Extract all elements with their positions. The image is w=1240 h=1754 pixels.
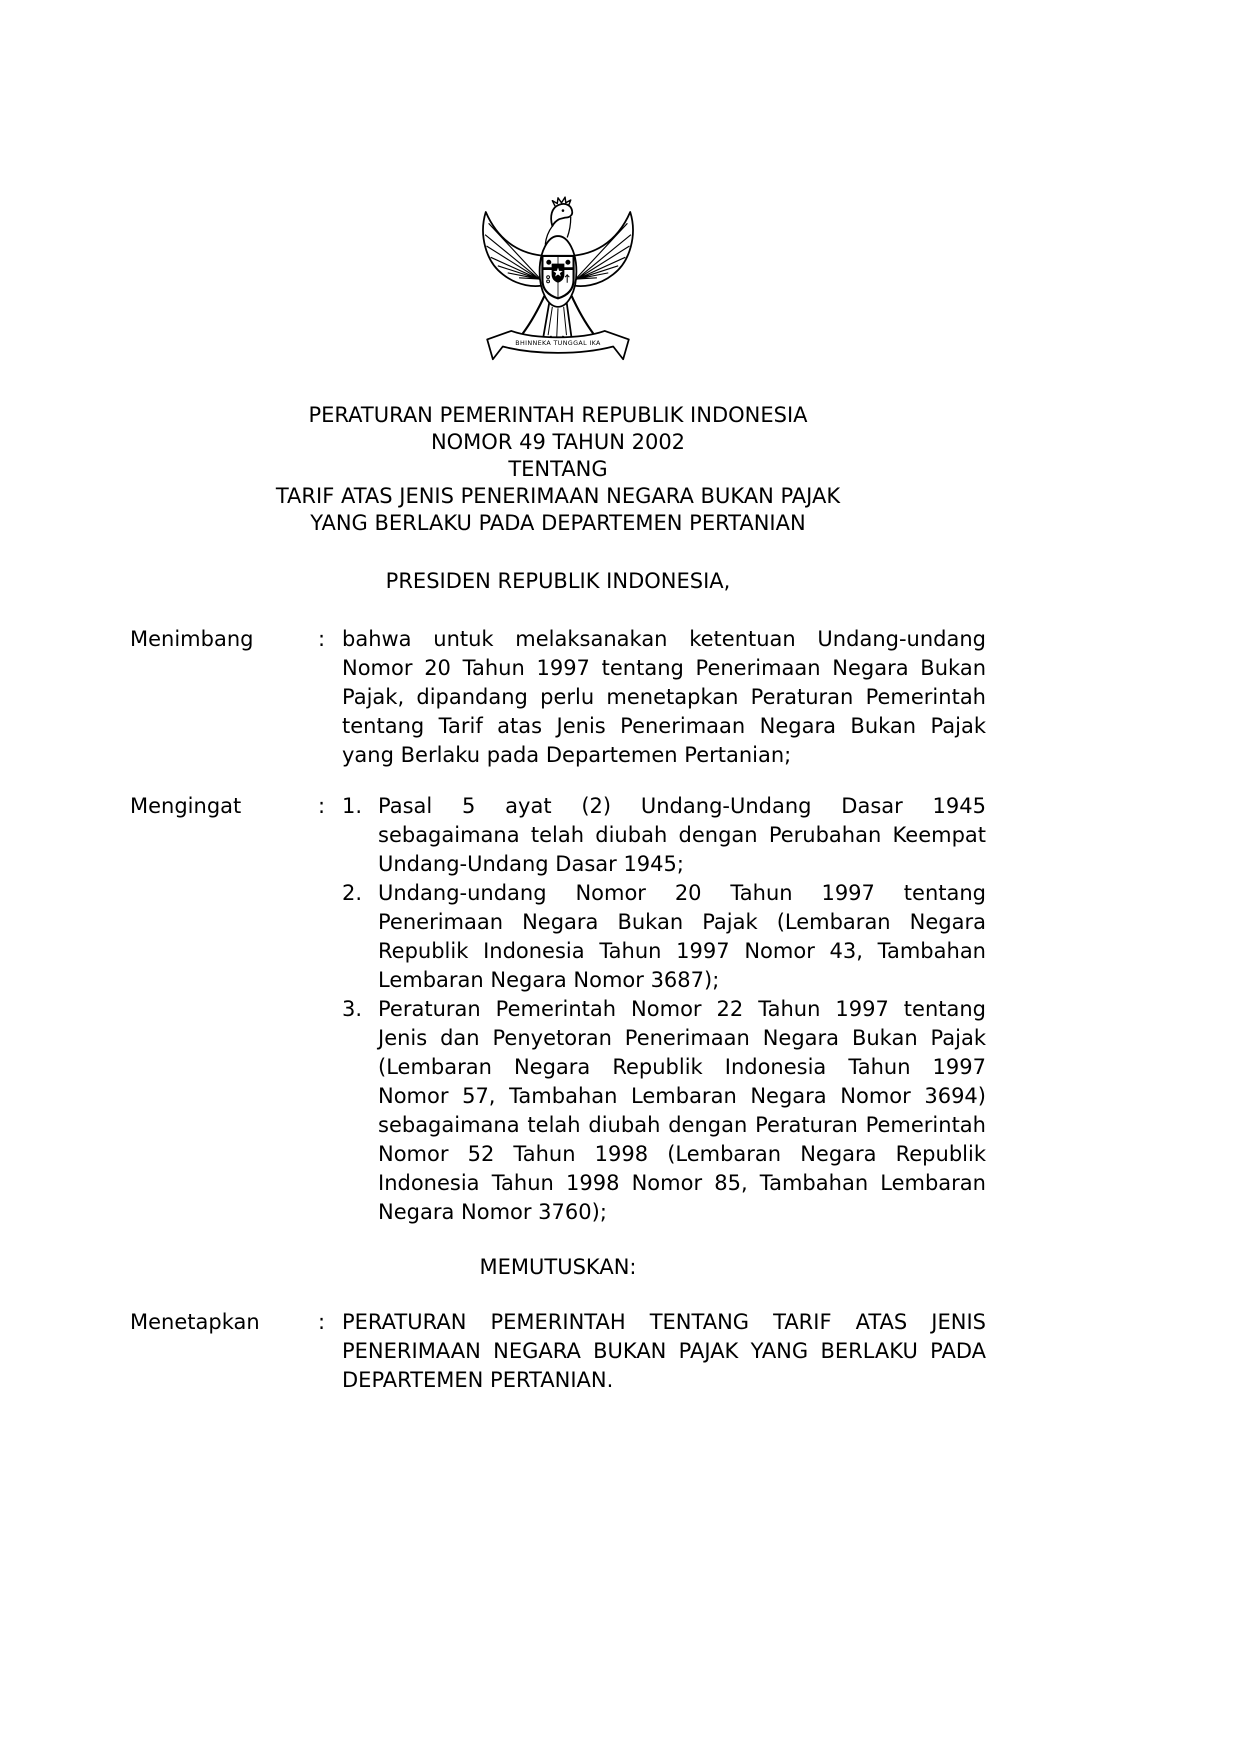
- item-text: Undang-undang Nomor 20 Tahun 1997 tentang Penerimaan Negara Bukan Pajak (Lembaran Negara Republik Indonesia Tahun 1997 Nomor 43, Tambahan Lembaran Negara Nomor 3687);: [378, 881, 986, 992]
- mengingat-list: [342, 792, 986, 1227]
- mengingat-label: Mengingat: [130, 794, 242, 818]
- menimbang-text: bahwa untuk melaksanakan ketentuan Undang-undang Nomor 20 Tahun 1997 tentang Penerimaan Negara Bukan Pajak, dipandang perlu menetapkan Peraturan Pemerintah tentang Tarif atas Jenis Penerimaan Negara Bukan Pajak yang Berlaku pada Departemen Pertanian;: [342, 627, 986, 767]
- menetapkan-text: PERATURAN PEMERINTAH TENTANG TARIF ATAS JENIS PENERIMAAN NEGARA BUKAN PAJAK YANG BERLAKU PADA DEPARTEMEN PERTANIAN.: [342, 1310, 986, 1392]
- title-line-2: NOMOR 49 TAHUN 2002: [430, 430, 686, 454]
- garuda-pancasila-icon: [473, 195, 643, 372]
- item-text: Peraturan Pemerintah Nomor 22 Tahun 1997 tentang Jenis dan Penyetoran Penerimaan Negara Bukan Pajak (Lembaran Negara Republik Indonesia Tahun 1997 Nomor 57, Tambahan Lembaran Negara Nomor 3694) sebagaimana telah diubah dengan Peraturan Pemerintah Nomor 52 Tahun 1998 (Lembaran Negara Republik Indonesia Tahun 1998 Nomor 85, Tambahan Lembaran Negara Nomor 3760);: [378, 997, 986, 1224]
- garuda-emblem: [473, 195, 643, 372]
- list-item: [342, 792, 986, 879]
- list-item: [342, 879, 986, 995]
- memutuskan-heading: MEMUTUSKAN:: [479, 1255, 637, 1279]
- item-number: 1.: [342, 794, 363, 818]
- colon-separator: :: [318, 794, 326, 818]
- title-block: [130, 402, 986, 537]
- menimbang-label: Menimbang: [130, 627, 254, 651]
- list-item: [342, 995, 986, 1227]
- menetapkan-label: Menetapkan: [130, 1310, 260, 1334]
- mengingat-section: [130, 792, 986, 1227]
- pancasila-shield: [542, 256, 573, 298]
- item-text: Pasal 5 ayat (2) Undang-Undang Dasar 1945 sebagaimana telah diubah dengan Perubahan Keempat Undang-Undang Dasar 1945;: [378, 794, 986, 876]
- item-number: 3.: [342, 997, 363, 1021]
- issuer-heading: PRESIDEN REPUBLIK INDONESIA,: [385, 569, 731, 593]
- title-line-5: YANG BERLAKU PADA DEPARTEMEN PERTANIAN: [310, 511, 806, 535]
- title-line-3: TENTANG: [508, 457, 608, 481]
- title-line-4: TARIF ATAS JENIS PENERIMAAN NEGARA BUKAN PAJAK: [275, 484, 841, 508]
- document-content: [130, 0, 986, 1395]
- menimbang-section: [130, 625, 986, 770]
- colon-separator: :: [318, 627, 326, 651]
- motto-text: BHINNEKA TUNGGAL IKA: [515, 339, 601, 348]
- garuda-right-wing: [569, 212, 633, 286]
- menetapkan-section: [130, 1308, 986, 1395]
- colon-separator: :: [318, 1310, 326, 1334]
- garuda-left-wing: [483, 212, 547, 286]
- item-number: 2.: [342, 881, 363, 905]
- title-line-1: PERATURAN PEMERINTAH REPUBLIK INDONESIA: [308, 403, 808, 427]
